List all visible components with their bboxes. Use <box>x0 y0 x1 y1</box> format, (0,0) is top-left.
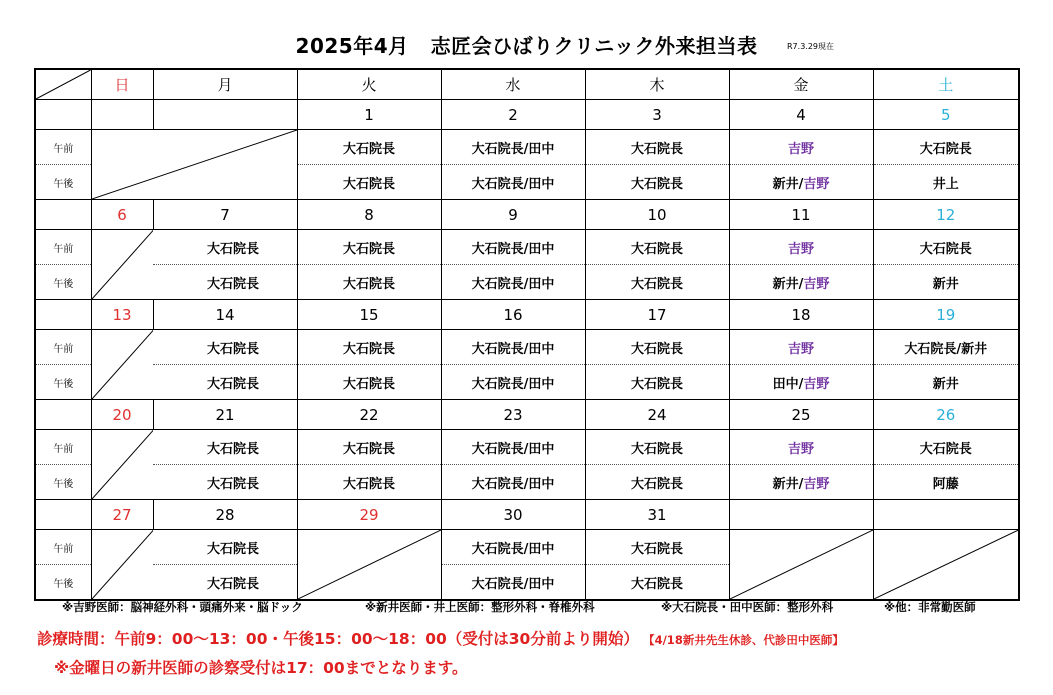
schedule-cell: 大石院長/田中 <box>441 465 585 500</box>
schedule-cell: 大石院長 <box>297 330 441 365</box>
schedule-cell: 大石院長 <box>297 430 441 465</box>
am-label: 午前 <box>35 230 91 265</box>
schedule-cell: 井上 <box>873 165 1019 200</box>
schedule-cell-mon: 大石院長 <box>153 465 297 500</box>
schedule-cell: 大石院長/田中 <box>441 130 585 165</box>
date-cell: 4 <box>729 100 873 130</box>
pm-row <box>35 265 1019 300</box>
schedule-table <box>34 68 1020 601</box>
schedule-cell: 阿藤 <box>873 465 1019 500</box>
date-cell: 28 <box>153 500 297 530</box>
date-cell-sun <box>91 100 153 130</box>
schedule-cell-mon: 大石院長 <box>153 230 297 265</box>
date-cell: 2 <box>441 100 585 130</box>
schedule-cell: 大石院長 <box>585 365 729 400</box>
page-title <box>0 30 1053 59</box>
date-cell: 21 <box>153 400 297 430</box>
closed-cell <box>91 130 297 200</box>
consultation-hours <box>37 627 844 649</box>
schedule-cell: 大石院長/田中 <box>441 365 585 400</box>
schedule-cell: 大石院長/田中 <box>441 530 585 565</box>
schedule-cell: 大石院長 <box>585 265 729 300</box>
month-label: 2025年4月 <box>295 34 409 58</box>
schedule-cell: 新井 <box>873 265 1019 300</box>
am-row <box>35 130 1019 165</box>
schedule-cell-mon: 大石院長 <box>153 565 297 601</box>
date-cell: 9 <box>441 200 585 230</box>
schedule-cell: 大石院長 <box>585 530 729 565</box>
schedule-cell <box>729 165 873 200</box>
schedule-cell: 大石院長/田中 <box>441 430 585 465</box>
hours-notice: 【4/18新井先生休診、代診田中医師】 <box>648 633 844 647</box>
pm-label: 午後 <box>35 265 91 300</box>
doctor-yoshino: 吉野 <box>787 141 814 157</box>
schedule-cell: 大石院長 <box>585 465 729 500</box>
separator: / <box>798 276 804 292</box>
am-label: 午前 <box>35 330 91 365</box>
date-cell: 5 <box>873 100 1019 130</box>
doctor-yoshino: 吉野 <box>803 276 830 292</box>
am-row <box>35 230 1019 265</box>
doctor-name: 新井 <box>772 476 799 492</box>
schedule-cell <box>729 330 873 365</box>
weekday-fri: 金 <box>729 69 873 100</box>
date-cell: 15 <box>297 300 441 330</box>
date-row <box>35 100 1019 130</box>
schedule-cell: 大石院長 <box>585 165 729 200</box>
schedule-cell: 新井 <box>873 365 1019 400</box>
schedule-cell: 大石院長/田中 <box>441 565 585 601</box>
date-cell: 26 <box>873 400 1019 430</box>
legend-oishi-tanaka: ※大石院長・田中医師：整形外科 <box>661 600 834 614</box>
schedule-cell: 大石院長 <box>873 430 1019 465</box>
weekday-sun: 日 <box>91 69 153 100</box>
pm-row <box>35 365 1019 400</box>
pm-label: 午後 <box>35 465 91 500</box>
legend-other: ※他：非常勤医師 <box>884 600 976 614</box>
date-row-label <box>35 400 91 430</box>
schedule-cell-mon: 大石院長 <box>153 365 297 400</box>
schedule-cell: 大石院長 <box>873 230 1019 265</box>
separator: / <box>798 376 804 392</box>
closed-cell <box>873 530 1019 601</box>
schedule-cell-mon: 大石院長 <box>153 530 297 565</box>
friday-note: ※金曜日の新井医師の診察受付は17：00までとなります。 <box>54 659 468 677</box>
pm-label: 午後 <box>35 565 91 601</box>
doctor-yoshino: 吉野 <box>803 476 830 492</box>
date-cell: 1 <box>297 100 441 130</box>
schedule-cell: 大石院長/田中 <box>441 265 585 300</box>
weekday-sat: 土 <box>873 69 1019 100</box>
schedule-cell <box>729 365 873 400</box>
closed-cell <box>297 530 441 601</box>
schedule-cell <box>729 130 873 165</box>
schedule-cell <box>729 265 873 300</box>
date-row-label <box>35 500 91 530</box>
date-cell <box>153 100 297 130</box>
doctor-name: 新井 <box>772 276 799 292</box>
date-cell: 31 <box>585 500 729 530</box>
doctor-name: 田中 <box>772 376 799 392</box>
am-label: 午前 <box>35 430 91 465</box>
doctor-yoshino: 吉野 <box>787 441 814 457</box>
closed-cell <box>729 530 873 601</box>
date-row-label <box>35 300 91 330</box>
date-row <box>35 300 1019 330</box>
schedule-cell: 大石院長 <box>297 130 441 165</box>
weekday-header-row <box>35 69 1019 100</box>
pm-label: 午後 <box>35 365 91 400</box>
schedule-cell: 大石院長/田中 <box>441 330 585 365</box>
date-cell <box>873 500 1019 530</box>
legend-arai-inoue: ※新井医師・井上医師：整形外科・脊椎外科 <box>365 600 595 614</box>
date-cell <box>729 500 873 530</box>
schedule-cell: 大石院長 <box>873 130 1019 165</box>
doctor-yoshino: 吉野 <box>787 241 814 257</box>
date-row-label <box>35 200 91 230</box>
pm-label: 午後 <box>35 165 91 200</box>
date-cell: 8 <box>297 200 441 230</box>
schedule-cell: 大石院長/田中 <box>441 230 585 265</box>
date-row-label <box>35 100 91 130</box>
as-of-date: R7.3.29現在 <box>787 42 835 51</box>
weekday-tue: 火 <box>297 69 441 100</box>
date-cell: 11 <box>729 200 873 230</box>
schedule-cell: 大石院長 <box>585 330 729 365</box>
date-cell: 3 <box>585 100 729 130</box>
date-cell: 14 <box>153 300 297 330</box>
schedule-cell: 大石院長 <box>585 230 729 265</box>
date-cell: 30 <box>441 500 585 530</box>
clinic-title: 志匠会ひばりクリニック外来担当表 <box>430 34 758 58</box>
date-row <box>35 200 1019 230</box>
schedule-cell <box>729 230 873 265</box>
closed-cell-sun <box>91 430 153 500</box>
date-cell: 23 <box>441 400 585 430</box>
schedule-cell-mon: 大石院長 <box>153 265 297 300</box>
weekday-wed: 水 <box>441 69 585 100</box>
date-cell: 12 <box>873 200 1019 230</box>
doctor-yoshino: 吉野 <box>803 376 830 392</box>
schedule-cell-mon: 大石院長 <box>153 430 297 465</box>
weekday-thu: 木 <box>585 69 729 100</box>
date-cell: 29 <box>297 500 441 530</box>
pm-row <box>35 465 1019 500</box>
date-cell: 25 <box>729 400 873 430</box>
schedule-cell: 大石院長 <box>585 130 729 165</box>
doctor-name: 新井 <box>772 176 799 192</box>
date-cell: 17 <box>585 300 729 330</box>
separator: / <box>798 176 804 192</box>
schedule-cell: 大石院長 <box>297 365 441 400</box>
am-label: 午前 <box>35 530 91 565</box>
am-row <box>35 530 1019 565</box>
separator: / <box>798 476 804 492</box>
date-cell: 19 <box>873 300 1019 330</box>
am-row <box>35 330 1019 365</box>
doctor-yoshino: 吉野 <box>787 341 814 357</box>
schedule-cell: 大石院長 <box>297 465 441 500</box>
schedule-cell <box>729 430 873 465</box>
hours-text: 診療時間：午前9：00～13：00・午後15：00～18：00（受付は30分前より開始） <box>37 630 639 648</box>
date-cell-sun: 6 <box>91 200 153 230</box>
closed-cell-sun <box>91 230 153 300</box>
am-label: 午前 <box>35 130 91 165</box>
date-cell: 18 <box>729 300 873 330</box>
schedule-cell: 大石院長 <box>297 265 441 300</box>
schedule-cell-mon: 大石院長 <box>153 330 297 365</box>
schedule-cell: 大石院長 <box>297 165 441 200</box>
date-cell-sun: 27 <box>91 500 153 530</box>
legend-yoshino: ※吉野医師：脳神経外科・頭痛外来・脳ドック <box>62 600 303 614</box>
weekday-mon: 月 <box>153 69 297 100</box>
am-row <box>35 430 1019 465</box>
date-row <box>35 500 1019 530</box>
date-row <box>35 400 1019 430</box>
date-cell-sun: 20 <box>91 400 153 430</box>
date-cell: 16 <box>441 300 585 330</box>
schedule-cell <box>729 465 873 500</box>
corner-cell <box>35 69 91 100</box>
schedule-cell: 大石院長/田中 <box>441 165 585 200</box>
schedule-cell: 大石院長/新井 <box>873 330 1019 365</box>
schedule-cell: 大石院長 <box>585 430 729 465</box>
schedule-cell: 大石院長 <box>585 565 729 601</box>
date-cell: 10 <box>585 200 729 230</box>
date-cell: 7 <box>153 200 297 230</box>
doctor-yoshino: 吉野 <box>803 176 830 192</box>
closed-cell-sun <box>91 330 153 400</box>
schedule-cell: 大石院長 <box>297 230 441 265</box>
date-cell: 22 <box>297 400 441 430</box>
date-cell-sun: 13 <box>91 300 153 330</box>
closed-cell-sun <box>91 530 153 601</box>
date-cell: 24 <box>585 400 729 430</box>
